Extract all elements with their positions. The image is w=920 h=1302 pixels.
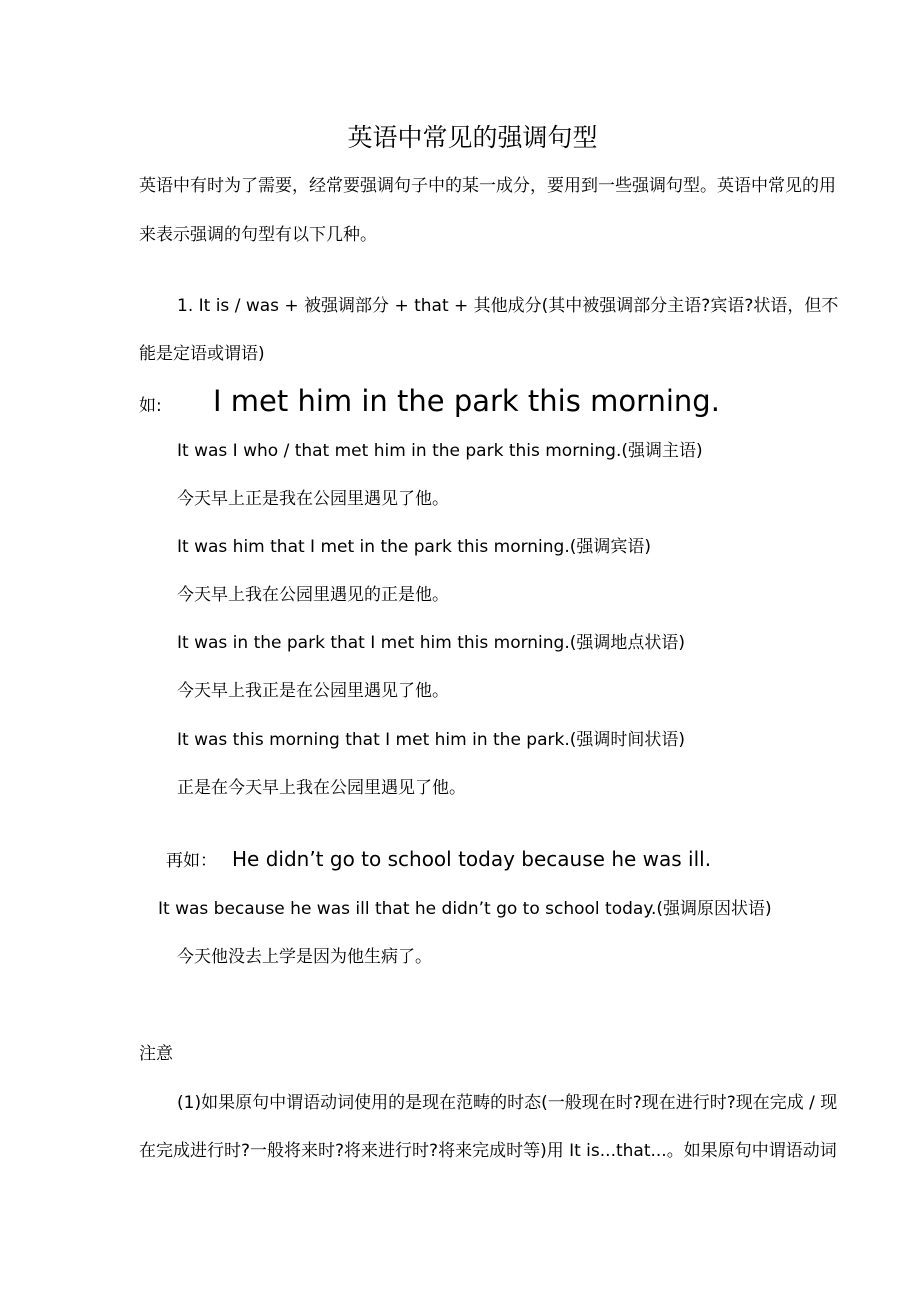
example1-item: It was I who / that met him in the park this morning.(强调主语) — [177, 441, 703, 461]
example1-label: 如: — [139, 396, 162, 416]
page-title: 英语中常见的强调句型 — [347, 123, 598, 152]
example1-sentence: I met him in the park this morning. — [213, 384, 720, 418]
example1-item: It was him that I met in the park this morning.(强调宾语) — [177, 537, 652, 557]
example2-label: 再如： — [166, 851, 217, 871]
example2-item: It was because he was ill that he didn’t go to school today.(强调原因状语) — [158, 899, 772, 919]
example1-item: 今天早上我在公园里遇见的正是他。 — [177, 585, 449, 605]
intro-line-2: 来表示强调的句型有以下几种。 — [139, 225, 377, 245]
note-heading: 注意 — [139, 1044, 173, 1064]
intro-line-1: 英语中有时为了需要，经常要强调句子中的某一成分，要用到一些强调句型。英语中常见的用 — [139, 176, 836, 196]
example1-item: It was this morning that I met him in the park.(强调时间状语) — [177, 730, 686, 750]
rule1-line-1: 1. It is / was + 被强调部分 + that + 其他成分(其中被强调部分主语?宾语?状语，但不 — [177, 296, 839, 316]
example2-item: 今天他没去上学是因为他生病了。 — [177, 947, 432, 967]
example1-item: 今天早上正是我在公园里遇见了他。 — [177, 489, 449, 509]
example1-item: 正是在今天早上我在公园里遇见了他。 — [177, 778, 466, 798]
example1-item: It was in the park that I met him this morning.(强调地点状语) — [177, 633, 686, 653]
note-line-1: (1)如果原句中谓语动词使用的是现在范畴的时态(一般现在时?现在进行时?现在完成 / 现 — [177, 1093, 838, 1113]
example1-item: 今天早上我正是在公园里遇见了他。 — [177, 681, 449, 701]
rule1-line-2: 能是定语或谓语) — [139, 344, 265, 364]
example2-sentence: He didn’t go to school today because he was ill. — [232, 847, 712, 871]
note-line-2: 在完成进行时?一般将来时?将来进行时?将来完成时等)用 It is...that...。如果原句中谓语动词 — [139, 1141, 837, 1161]
